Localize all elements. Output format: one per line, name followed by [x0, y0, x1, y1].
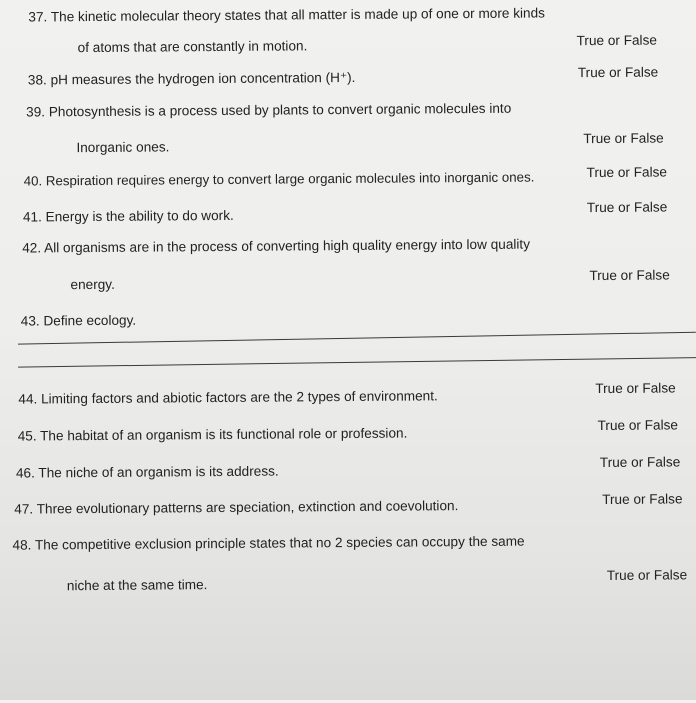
question-39-line-1: 39. Photosynthesis is a process used by plants to convert organic molecules into: [26, 100, 512, 120]
answer-line-1[interactable]: [18, 332, 696, 345]
question-46-text: 46. The niche of an organism is its address.: [15, 463, 279, 481]
question-39-true-false[interactable]: True or False: [583, 130, 664, 147]
question-37-line-2: of atoms that are constantly in motion.: [77, 38, 308, 56]
question-48-line-2: niche at the same time.: [66, 577, 208, 594]
question-42-true-false[interactable]: True or False: [589, 267, 670, 284]
question-47-true-false[interactable]: True or False: [602, 491, 683, 508]
question-42-line-1: 42. All organisms are in the process of converting high quality energy into low quality: [22, 236, 531, 256]
question-41-true-false[interactable]: True or False: [586, 199, 668, 216]
question-48-line-1: 48. The competitive exclusion principle states that no 2 species can occupy the same: [12, 533, 525, 553]
question-42-line-2: energy.: [70, 276, 115, 293]
question-45-true-false[interactable]: True or False: [597, 417, 678, 434]
question-40-true-false[interactable]: True or False: [586, 164, 667, 181]
answer-line-2[interactable]: [18, 357, 696, 367]
question-44-text: 44. Limiting factors and abiotic factors are the 2 types of environment.: [18, 388, 438, 407]
question-40-text: 40. Respiration requires energy to convert large organic molecules into inorganic ones.: [23, 169, 535, 189]
question-37-line-1: 37. The kinetic molecular theory states that all matter is made up of one or more kinds: [28, 5, 545, 25]
question-46-true-false[interactable]: True or False: [599, 454, 681, 471]
question-45-text: 45. The habitat of an organism is its functional role or profession.: [17, 425, 408, 444]
question-38-true-false[interactable]: True or False: [577, 64, 659, 81]
question-48-true-false[interactable]: True or False: [606, 567, 688, 583]
question-44-true-false[interactable]: True or False: [595, 380, 676, 397]
question-43-text: 43. Define ecology.: [20, 312, 137, 329]
question-38-text: 38. pH measures the hydrogen ion concentration (H⁺).: [27, 69, 356, 88]
question-37-true-false[interactable]: True or False: [576, 32, 657, 49]
question-41-text: 41. Energy is the ability to do work.: [22, 207, 234, 225]
question-47-text: 47. Three evolutionary patterns are speciation, extinction and coevolution.: [14, 498, 459, 517]
question-39-line-2: Inorganic ones.: [76, 139, 170, 156]
